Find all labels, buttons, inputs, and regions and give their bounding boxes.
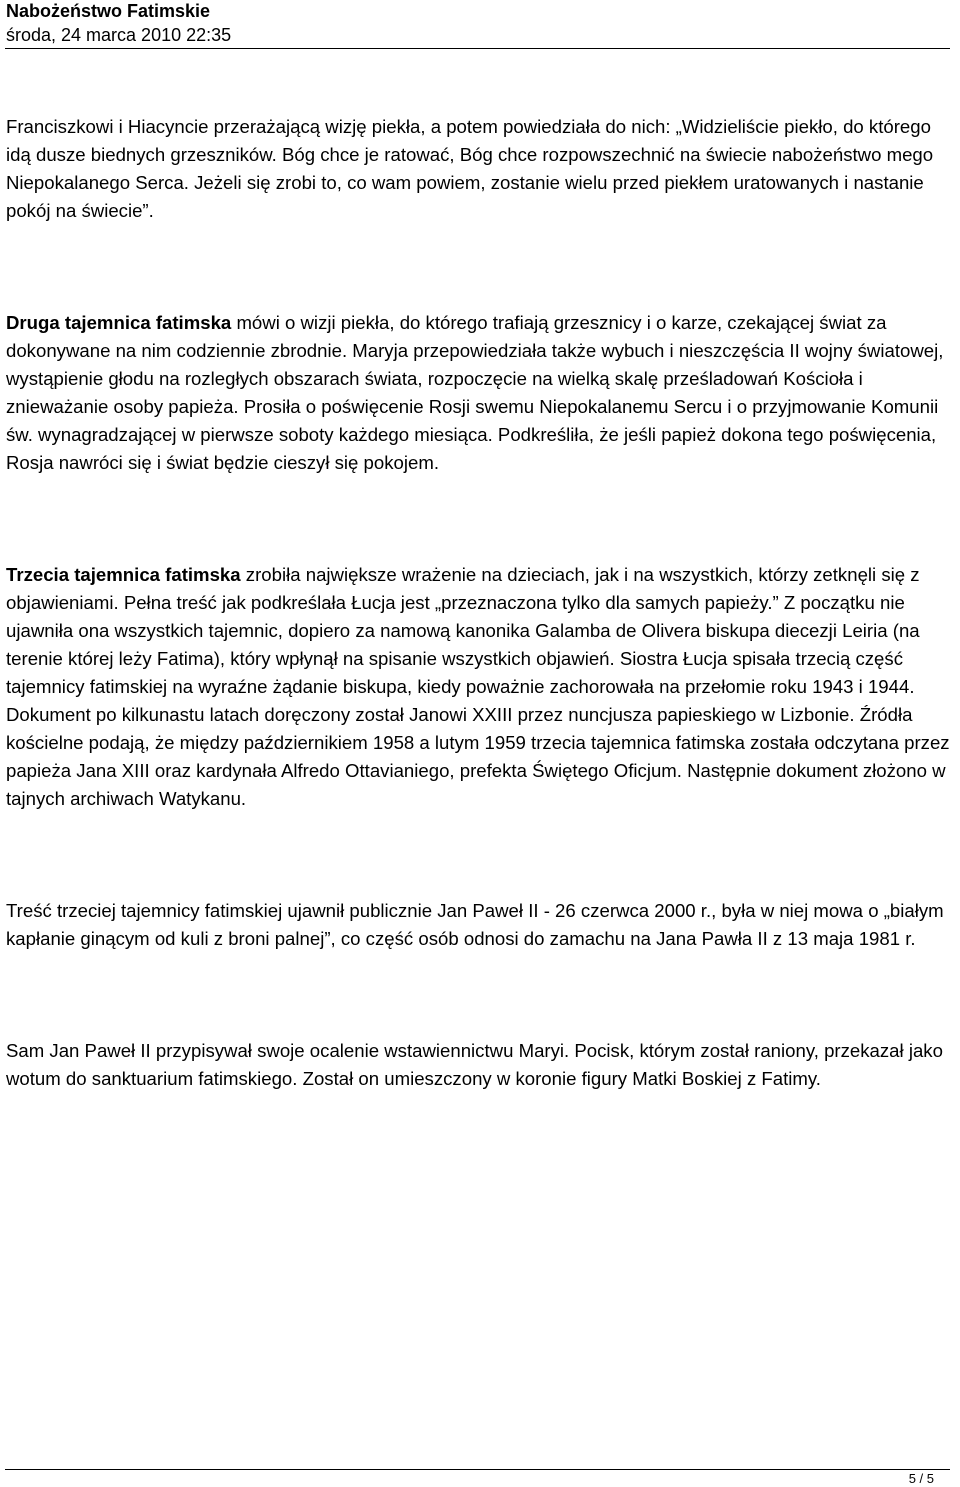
paragraph-lead: Druga tajemnica fatimska (6, 312, 232, 333)
paragraph-second-secret (6, 309, 956, 477)
paragraph-vision-of-hell (6, 113, 956, 225)
page-number: 5 / 5 (908, 1471, 934, 1486)
paragraph-third-secret (6, 561, 956, 813)
paragraph-text: mówi o wizji piekła, do którego trafiają grzesznicy i o karze, czekającej świat za dokonywane na nim codziennie zbrodnie. Maryja przepowiedziała także wybuch i nieszczęścia II wojny światowej, wystąpienie głodu na rozległych obszarach świata, rozpoczęcie na wielką skalę prześladowań Kościoła i znieważanie osoby papieża. Prosiła o poświęcenie Rosji swemu Niepokalanemu Sercu i o przyjmowanie Komunii św. wynagradzającej w pierwsze soboty każdego miesiąca. Podkreśliła, że jeśli papież dokona tego poświęcenia, Rosja nawróci się i świat będzie cieszył się pokojem. (6, 312, 944, 473)
paragraph-lead: Trzecia tajemnica fatimska (6, 564, 241, 585)
paragraph-text: Franciszkowi i Hiacyncie przerażającą wizję piekła, a potem powiedziała do nich: „Widzieliście piekło, do którego idą dusze biednych grzeszników. Bóg chce je ratować, Bóg chce rozpowszechnić na świecie nabożeństwo mego Niepokalanego Serca. Jeżeli się zrobi to, co wam powiem, zostanie wielu przed piekłem uratowanych i nastanie pokój na świecie”. (6, 116, 934, 221)
document-title: Nabożeństwo Fatimskie (6, 1, 211, 21)
page-header (6, 0, 946, 46)
paragraph-disclosure (6, 897, 956, 953)
paragraph-text: Sam Jan Paweł II przypisywał swoje ocalenie wstawiennictwu Maryi. Pocisk, którym został raniony, przekazał jako wotum do sanktuarium fatimskiego. Został on umieszczony w koronie figury Matki Boskiej z Fatimy. (6, 1040, 943, 1089)
footer-divider (5, 1469, 950, 1470)
paragraph-text: Treść trzeciej tajemnicy fatimskiej ujawnił publicznie Jan Paweł II - 26 czerwca 2000 r., była w niej mowa o „białym kapłanie ginącym od kuli z broni palnej”, co część osób odnosi do zamachu na Jana Pawła II z 13 maja 1981 r. (6, 900, 944, 949)
header-divider (5, 48, 950, 49)
document-date: środa, 24 marca 2010 22:35 (6, 25, 232, 45)
paragraph-votive-offering (6, 1037, 956, 1093)
paragraph-text: zrobiła największe wrażenie na dzieciach, jak i na wszystkich, którzy zetknęli się z objawieniami. Pełna treść jak podkreślała Łucja jest „przeznaczona tylko dla samych papieży.” Z początku nie ujawniła ona wszystkich tajemnic, dopiero za namową kanonika Galamba de Olivera biskupa diecezji Leiria (na terenie której leży Fatima), który wpłynął na spisanie wszystkich objawień. Siostra Łucja spisała trzecią część tajemnicy fatimskiej na wyraźne żądanie biskupa, kiedy poważnie zachorowała na przełomie roku 1943 i 1944. Dokument po kilkunastu latach doręczony został Janowi XXIII przez nuncjusza papieskiego w Lizbonie. Źródła kościelne podają, że między październikiem 1958 a lutym 1959 trzecia tajemnica fatimska została odczytana przez papieża Jana XIII oraz kardynała Alfredo Ottavianiego, prefekta Świętego Oficjum. Następnie dokument złożono w tajnych archiwach Watykanu. (6, 564, 950, 809)
article-body (6, 113, 956, 1093)
